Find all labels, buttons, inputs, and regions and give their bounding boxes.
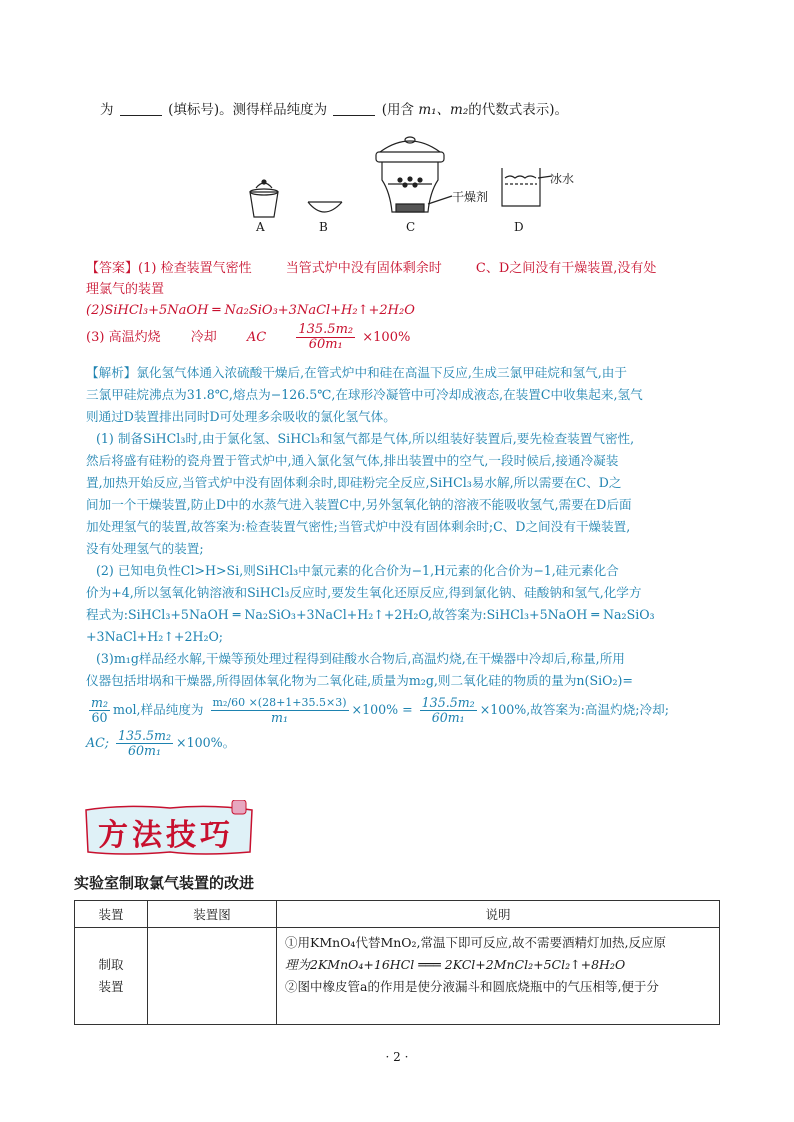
question-mid: (填标号)。测得样品纯度为 <box>168 102 328 118</box>
analysis-s1-l2: 然后将盛有硅粉的瓷舟置于管式炉中,通入氯化氢气体,排出装置中的空气,一段时候后,接通冷凝装 <box>86 453 619 468</box>
label-c: C <box>406 220 416 234</box>
answer-blank-1 <box>120 101 162 116</box>
row-label <box>75 928 148 1025</box>
crucible-icon <box>250 180 278 217</box>
analysis-frac-3-num: 135.5m₂ <box>421 695 475 710</box>
row-label-line-1: 制取 <box>98 957 124 972</box>
device-diagram-cell <box>148 928 277 1025</box>
analysis-l3: 则通过D装置排出同时D可处理多余吸收的氯化氢气体。 <box>86 409 396 424</box>
banner-text: 方法技巧 <box>98 818 234 853</box>
answer-p3-tail: ×100% <box>362 330 411 345</box>
analysis-s3-mid: mol,样品纯度为 <box>113 702 204 717</box>
analysis-l1: 氯化氢气体通入浓硫酸干燥后,在管式炉中和硅在高温下反应,生成三氯甲硅烷和氢气,由于 <box>136 365 627 380</box>
answer-tag: 【答案】 <box>86 261 139 276</box>
table-row <box>75 928 720 1025</box>
analysis-frac-3 <box>420 696 477 725</box>
analysis-frac-1 <box>89 696 110 725</box>
label-a: A <box>256 220 265 234</box>
question-vars: m₁、m₂ <box>418 102 469 118</box>
analysis-s2-l3: 程式为:SiHCl₃+5NaOH ═ Na₂SiO₃+3NaCl+H₂↑+2H₂O,故答案为:SiHCl₃+5NaOH ═ Na₂SiO₃ <box>86 607 655 622</box>
label-b: B <box>319 220 328 234</box>
analysis-s2-l4: +3NaCl+H₂↑+2H₂O; <box>86 629 224 644</box>
analysis-s2-l2: 价为+4,所以氢氧化钠溶液和SiHCl₃反应时,要发生氧化还原反应,得到氯化钠、硅酸钠和氢气,化学方 <box>86 585 642 600</box>
analysis-s3-l1: (3)m₁g样品经水解,干燥等预处理过程得到硅酸水合物后,高温灼烧,在干燥器中冷却后,称量,所用 <box>96 651 625 666</box>
desc-line-3: ②图中橡皮管a的作用是使分液漏斗和圆底烧瓶中的气压相等,便于分 <box>285 979 659 994</box>
desiccator-icon <box>376 137 452 212</box>
analysis-s3-l2: 仪器包括坩埚和干燥器,所得固体氧化物为二氧化硅,质量为m₂g,则二氧化硅的物质的量为n(SiO₂)= <box>86 673 633 688</box>
answer-block <box>86 258 726 352</box>
answer-line-3: (2)SiHCl₃+5NaOH ═ Na₂SiO₃+3NaCl+H₂↑+2H₂O <box>86 303 415 318</box>
analysis-s1-l6: 没有处理氢气的装置; <box>86 541 204 556</box>
label-desiccant: 干燥剂 <box>452 190 489 204</box>
answer-line-4 <box>86 323 726 352</box>
beaker-icon <box>502 168 552 206</box>
analysis-frac-2 <box>211 696 349 725</box>
analysis-s3-eq: ×100% = <box>351 702 413 717</box>
answer-p1-a: 检查装置气密性 <box>160 261 252 276</box>
question-suffix: (用含 <box>381 102 415 118</box>
description-cell <box>277 928 720 1025</box>
desc-line-1: ①用KMnO₄代替MnO₂,常温下即可反应,故不需要酒精灯加热,反应原 <box>285 935 666 950</box>
question-tail: 的代数式表示)。 <box>468 102 569 118</box>
label-d: D <box>514 220 524 234</box>
answer-p1-num: (1) <box>138 261 157 276</box>
answer-frac-den: 60m₁ <box>308 337 343 352</box>
analysis-frac-1-num: m₂ <box>91 695 108 710</box>
table-header-row <box>75 901 720 928</box>
analysis-s3-l4b: ×100%。 <box>176 735 236 750</box>
analysis-s3-formula-line <box>86 696 726 725</box>
analysis-block <box>86 362 726 758</box>
analysis-frac-1-den: 60 <box>91 710 108 725</box>
device-table <box>74 900 720 1025</box>
answer-frac-num: 135.5m₂ <box>298 322 354 337</box>
desc-line-2: 理为2KMnO₄+16HCl ═══ 2KCl+2MnCl₂+5Cl₂↑+8H₂O <box>285 957 626 972</box>
evaporating-dish-icon <box>308 202 342 212</box>
answer-p1-b: 当管式炉中没有固体剩余时 <box>285 261 442 276</box>
answer-p3-c: AC <box>246 330 267 345</box>
analysis-l2: 三氯甲硅烷沸点为31.8℃,熔点为−126.5℃,在球形冷凝管中可冷却成液态,在装置C中收集起来,氢气 <box>86 387 643 402</box>
answer-blank-2 <box>333 101 375 116</box>
analysis-s3-tail: ×100%,故答案为:高温灼烧;冷却; <box>479 702 669 717</box>
section-title: 实验室制取氯气装置的改进 <box>74 874 255 892</box>
analysis-line-1 <box>86 362 726 384</box>
answer-p3-a: 高温灼烧 <box>108 330 161 345</box>
page-number: · 2 · <box>385 1050 409 1064</box>
analysis-s3-l4a: AC; <box>86 735 109 750</box>
analysis-tag: 【解析】 <box>86 365 137 380</box>
answer-line-2: 理氯气的装置 <box>86 282 165 297</box>
answer-line-1 <box>86 258 726 279</box>
header-description: 说明 <box>277 901 720 928</box>
analysis-s2-l1: (2) 已知电负性Cl>H>Si,则SiHCl₃中氯元素的化合价为−1,H元素的化合价为−1,硅元素化合 <box>96 563 619 578</box>
row-label-line-2: 装置 <box>98 979 124 994</box>
header-device-diagram: 装置图 <box>148 901 277 928</box>
answer-p1-c: C、D之间没有干燥装置,没有处 <box>475 261 657 276</box>
analysis-s1-l1: (1) 制备SiHCl₃时,由于氯化氢、SiHCl₃和氢气都是气体,所以组装好装置后,要先检查装置气密性, <box>96 431 635 446</box>
analysis-s1-l3: 置,加热开始反应,当管式炉中没有固体剩余时,即硅粉完全反应,SiHCl₃易水解,所以需要在C、D之 <box>86 475 622 490</box>
header-device: 装置 <box>75 901 148 928</box>
answer-fraction <box>296 323 355 352</box>
method-tips-banner <box>82 800 257 858</box>
analysis-frac-4-den: 60m₁ <box>128 743 162 758</box>
analysis-frac-2-num: m₂/60 ×(28+1+35.5×3) <box>212 696 347 709</box>
analysis-s1-l4: 间加一个干燥装置,防止D中的水蒸气进入装置C中,另外氢氧化钠的溶液不能吸收氢气,需要在D后面 <box>86 497 632 512</box>
answer-p3-b: 冷却 <box>190 330 217 345</box>
question-prefix: 为 <box>100 102 114 118</box>
analysis-frac-4-num: 135.5m₂ <box>118 728 172 743</box>
analysis-s3-last-line <box>86 729 726 758</box>
label-ice-water: 冰水 <box>550 172 575 186</box>
analysis-frac-4 <box>116 729 173 758</box>
analysis-s1-l5: 加处理氢气的装置,故答案为:检查装置气密性;当管式炉中没有固体剩余时;C、D之间没有干燥装置, <box>86 519 631 534</box>
question-line <box>100 98 568 118</box>
analysis-frac-2-den: m₁ <box>271 710 289 725</box>
analysis-frac-3-den: 60m₁ <box>431 710 465 725</box>
answer-p3-num: (3) <box>86 330 105 345</box>
